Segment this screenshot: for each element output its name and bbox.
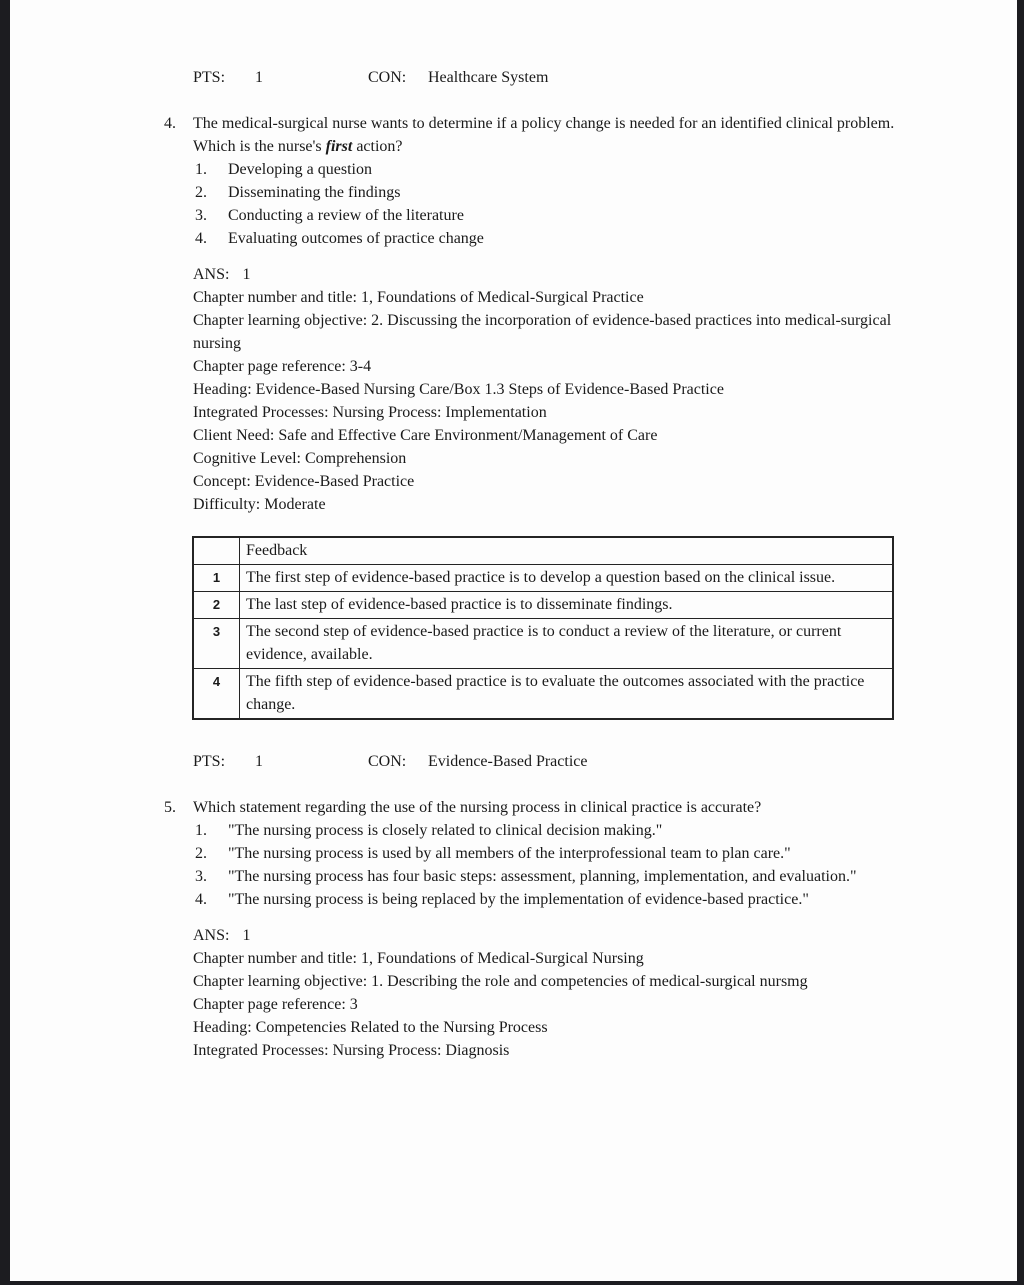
meta-line: Cognitive Level: Comprehension [193, 450, 407, 467]
option-text: Disseminating the findings [228, 184, 401, 201]
feedback-table [192, 536, 894, 720]
question-4-options [164, 158, 915, 250]
feedback-row-text: The second step of evidence-based practice is to conduct a review of the literature, or current evidence, available. [240, 619, 894, 669]
meta-line: Integrated Processes: Nursing Process: Implementation [193, 404, 547, 421]
feedback-row [193, 565, 893, 592]
question-4-emphasis: first [325, 138, 353, 155]
option-row [164, 842, 915, 865]
feedback-row-number: 2 [193, 592, 240, 619]
question-5-answer-block [193, 924, 915, 1062]
question-4-number: 4. [164, 115, 176, 132]
feedback-row-text: The last step of evidence-based practice is to disseminate findings. [240, 592, 894, 619]
right-border-bar [1017, 0, 1024, 1285]
meta-line: Chapter page reference: 3-4 [193, 358, 372, 375]
feedback-row [193, 619, 893, 669]
question-5-text: Which statement regarding the use of the nursing process in clinical practice is accurate? [193, 799, 762, 816]
pts-value: 1 [255, 753, 263, 770]
option-number: 3. [195, 207, 207, 224]
question-4-answer-block [193, 263, 915, 516]
option-row [164, 158, 915, 181]
pts-label: PTS: [193, 69, 226, 86]
question-4-text [193, 112, 915, 158]
option-number: 2. [195, 845, 207, 862]
question-4-pts-con-row [193, 750, 915, 773]
feedback-row-number: 3 [193, 619, 240, 669]
meta-line: Chapter page reference: 3 [193, 996, 358, 1013]
meta-line: Chapter learning objective: 2. Discussing the incorporation of evidence-based practices into medical-surgical nursing [193, 312, 892, 352]
con-label: CON: [368, 753, 407, 770]
option-text: "The nursing process is used by all members of the interprofessional team to plan care." [228, 845, 791, 862]
question-4-text-before: The medical-surgical nurse wants to determine if a policy change is needed for an identified clinical problem. Which is the nurse's [193, 115, 895, 155]
option-text: "The nursing process is closely related to clinical decision making." [228, 822, 663, 839]
pts-value: 1 [255, 69, 263, 86]
feedback-header-row [193, 537, 893, 565]
feedback-header-cell: Feedback [240, 537, 894, 565]
option-row [164, 227, 915, 250]
ans-label: ANS: [193, 927, 230, 944]
meta-line: Client Need: Safe and Effective Care Environment/Management of Care [193, 427, 658, 444]
pts-label: PTS: [193, 753, 226, 770]
meta-line: Chapter learning objective: 1. Describing the role and competencies of medical-surgical nursmg [193, 973, 808, 990]
option-number: 4. [195, 230, 207, 247]
option-text: Conducting a review of the literature [228, 207, 464, 224]
option-row [164, 204, 915, 227]
question-4-text-after: action? [352, 138, 403, 155]
feedback-row-number: 1 [193, 565, 240, 592]
feedback-row-text: The first step of evidence-based practice is to develop a question based on the clinical issue. [240, 565, 894, 592]
meta-line: Heading: Evidence-Based Nursing Care/Box 1.3 Steps of Evidence-Based Practice [193, 381, 724, 398]
option-row [164, 865, 915, 888]
feedback-row-number: 4 [193, 669, 240, 720]
ans-value: 1 [242, 927, 251, 944]
question-5-options [164, 819, 915, 911]
answer-line [193, 924, 915, 947]
meta-line: Heading: Competencies Related to the Nursing Process [193, 1019, 548, 1036]
option-text: Developing a question [228, 161, 372, 178]
feedback-row-text: The fifth step of evidence-based practice is to evaluate the outcomes associated with the practice change. [240, 669, 894, 720]
left-border-bar [0, 0, 10, 1285]
option-row [164, 888, 915, 911]
option-number: 1. [195, 822, 207, 839]
question-4 [164, 112, 915, 158]
question-5 [164, 796, 915, 819]
document-content [164, 66, 915, 1062]
meta-line: Integrated Processes: Nursing Process: Diagnosis [193, 1042, 510, 1059]
option-row [164, 819, 915, 842]
bottom-border-bar [0, 1281, 1024, 1285]
option-number: 1. [195, 161, 207, 178]
meta-line: Chapter number and title: 1, Foundations of Medical-Surgical Practice [193, 289, 644, 306]
ans-value: 1 [242, 266, 251, 283]
ans-label: ANS: [193, 266, 230, 283]
option-number: 4. [195, 891, 207, 908]
con-value: Evidence-Based Practice [428, 753, 588, 770]
prev-question-pts-con-row [193, 66, 915, 89]
con-value: Healthcare System [428, 69, 549, 86]
meta-line: Chapter number and title: 1, Foundations of Medical-Surgical Nursing [193, 950, 644, 967]
meta-line: Difficulty: Moderate [193, 496, 326, 513]
meta-line: Concept: Evidence-Based Practice [193, 473, 415, 490]
feedback-row [193, 592, 893, 619]
option-number: 3. [195, 868, 207, 885]
option-number: 2. [195, 184, 207, 201]
option-text: "The nursing process has four basic steps: assessment, planning, implementation, and evaluation." [228, 868, 857, 885]
option-text: "The nursing process is being replaced by the implementation of evidence-based practice." [228, 891, 809, 908]
option-text: Evaluating outcomes of practice change [228, 230, 484, 247]
con-label: CON: [368, 69, 407, 86]
question-5-number: 5. [164, 799, 176, 816]
option-row [164, 181, 915, 204]
answer-line [193, 263, 915, 286]
feedback-row [193, 669, 893, 720]
feedback-header-num-cell [193, 537, 240, 565]
